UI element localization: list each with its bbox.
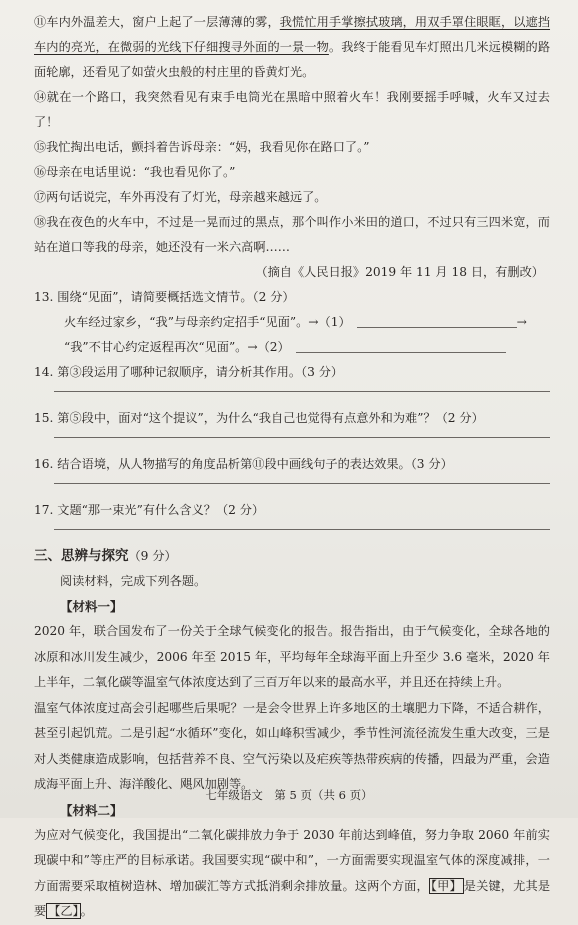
q13-sub2-text: “我”不甘心约定返程再次“见面”。→（2） bbox=[64, 340, 290, 354]
question-13: 13. 围绕“见面”，请简要概括选文情节。（2 分） bbox=[34, 290, 295, 304]
question-14: 14. 第③段运用了哪种记叙顺序，请分析其作用。（3 分） bbox=[34, 365, 344, 379]
passage-paragraph-14: ⑭就在一个路口，我突然看见有束手电筒光在黑暗中照着火车！我刚要摇手呼喊，火车又过去了！ bbox=[34, 90, 550, 129]
p11-text: ⑪车内外温差大，窗户上起了一层薄薄的雾， bbox=[34, 15, 280, 29]
section-3-instruction: 阅读材料，完成下列各题。 bbox=[60, 574, 207, 588]
material-2-text-c: 。 bbox=[80, 904, 93, 918]
material-2-text-a: 为应对气候变化，我国提出“二氧化碳排放力争于 2030 年前达到峰值，努力争取 2060 年前实现碳中和”等庄严的目标承诺。我国要实现“碳中和”，一方面需要实现温室气体的深度减排，一方面需要采取植树造林、增加碳汇等方式抵消剩余排放量。这两个方面， bbox=[34, 827, 550, 893]
p11-rest: 。我终于能看见车灯照出几米远模糊的路面轮廓，还看见了如萤火虫般的村庄里的昏黄灯光。 bbox=[34, 40, 551, 79]
underlined-sentence-part2: 遮挡车内的亮光，在微弱的光线下仔细搜寻外面的一景一物 bbox=[34, 15, 551, 54]
material-2-text-b: 是关键，尤其是要 bbox=[34, 878, 551, 918]
underlined-sentence-part1: 我慌忙用手掌擦拭玻璃，用双手罩住眼眶，以 bbox=[279, 15, 526, 29]
passage-paragraph-15: ⑮我忙掏出电话，颤抖着告诉母亲：“妈，我看见你在路口了。” bbox=[34, 140, 370, 154]
material-1-text: 2020 年，联合国发布了一份关于全球气候变化的报告。报告指出，由于气候变化，全球各地的冰原和冰川发生减少，2006 年至 2015 年，平均每年全球海平面上升至少 3.6 毫米，2020 年上半年，二氧化碳等温室气体浓度达到了三百万年以来的最高水平，并且还在持续上升。 bbox=[34, 624, 550, 689]
material-1-text-2: 温室气体浓度过高会引起哪些后果呢？一是会令世界上许多地区的土壤肥力下降，不适合耕作，甚至引起饥荒。二是引起“水循环”变化，如山峰积雪减少，季节性河流径流发生重大改变，三是对人类健康造成影响，包括营养不良、空气污染以及疟疾等热带疾病的传播，四最为严重，会造成海平面上升、海洋酸化、飓风加剧等。 bbox=[34, 700, 550, 791]
passage-paragraph-11 bbox=[34, 10, 550, 85]
q17-answer-line[interactable] bbox=[54, 529, 550, 530]
passage-source: （摘自《人民日报》2019 年 11 月 18 日，有删改） bbox=[255, 265, 544, 279]
blank-jia[interactable]: 【甲】 bbox=[430, 878, 462, 893]
passage-paragraph-18: ⑱我在夜色的火车中，不过是一晃而过的黑点，那个叫作小米田的道口，不过只有三四米宽，而站在道口等我的母亲，她还没有一米六高啊…… bbox=[34, 215, 550, 254]
question-15: 15. 第⑤段中，面对“这个提议”，为什么“我自己也觉得有点意外和为难”？（2 分） bbox=[34, 411, 484, 425]
q15-answer-line[interactable] bbox=[54, 437, 550, 438]
q13-sub-line-2 bbox=[64, 335, 550, 360]
q13-answer-blank-2[interactable] bbox=[296, 340, 506, 353]
question-17: 17. 文题“那一束光”有什么含义？（2 分） bbox=[34, 503, 265, 517]
section-3-title: 三、思辨与探究 bbox=[34, 548, 129, 564]
section-3-points: （9 分） bbox=[128, 549, 177, 563]
page-footer: 七年级语文 第 5 页（共 6 页） bbox=[205, 788, 373, 802]
q14-answer-line[interactable] bbox=[54, 391, 550, 392]
material-2-text bbox=[34, 823, 550, 925]
passage-paragraph-17: ⑰两句话说完，车外再没有了灯光，母亲越来越远了。 bbox=[34, 190, 327, 204]
q13-sub1-text: 火车经过家乡，“我”与母亲约定招手“见面”。→（1） bbox=[64, 315, 351, 329]
section-3-heading bbox=[34, 544, 550, 569]
q16-answer-line[interactable] bbox=[54, 483, 550, 484]
question-16: 16. 结合语境，从人物描写的角度品析第⑪段中画线句子的表达效果。（3 分） bbox=[34, 457, 453, 471]
q13-sub-line-1 bbox=[64, 310, 550, 335]
material-2-title: 【材料二】 bbox=[60, 802, 123, 818]
q13-answer-blank-1[interactable] bbox=[357, 315, 517, 328]
material-1-title: 【材料一】 bbox=[60, 599, 123, 614]
q13-arrow: → bbox=[516, 315, 527, 329]
blank-yi[interactable]: 【乙】 bbox=[48, 904, 79, 918]
passage-paragraph-16: ⑯母亲在电话里说：“我也看见你了。” bbox=[34, 165, 236, 179]
